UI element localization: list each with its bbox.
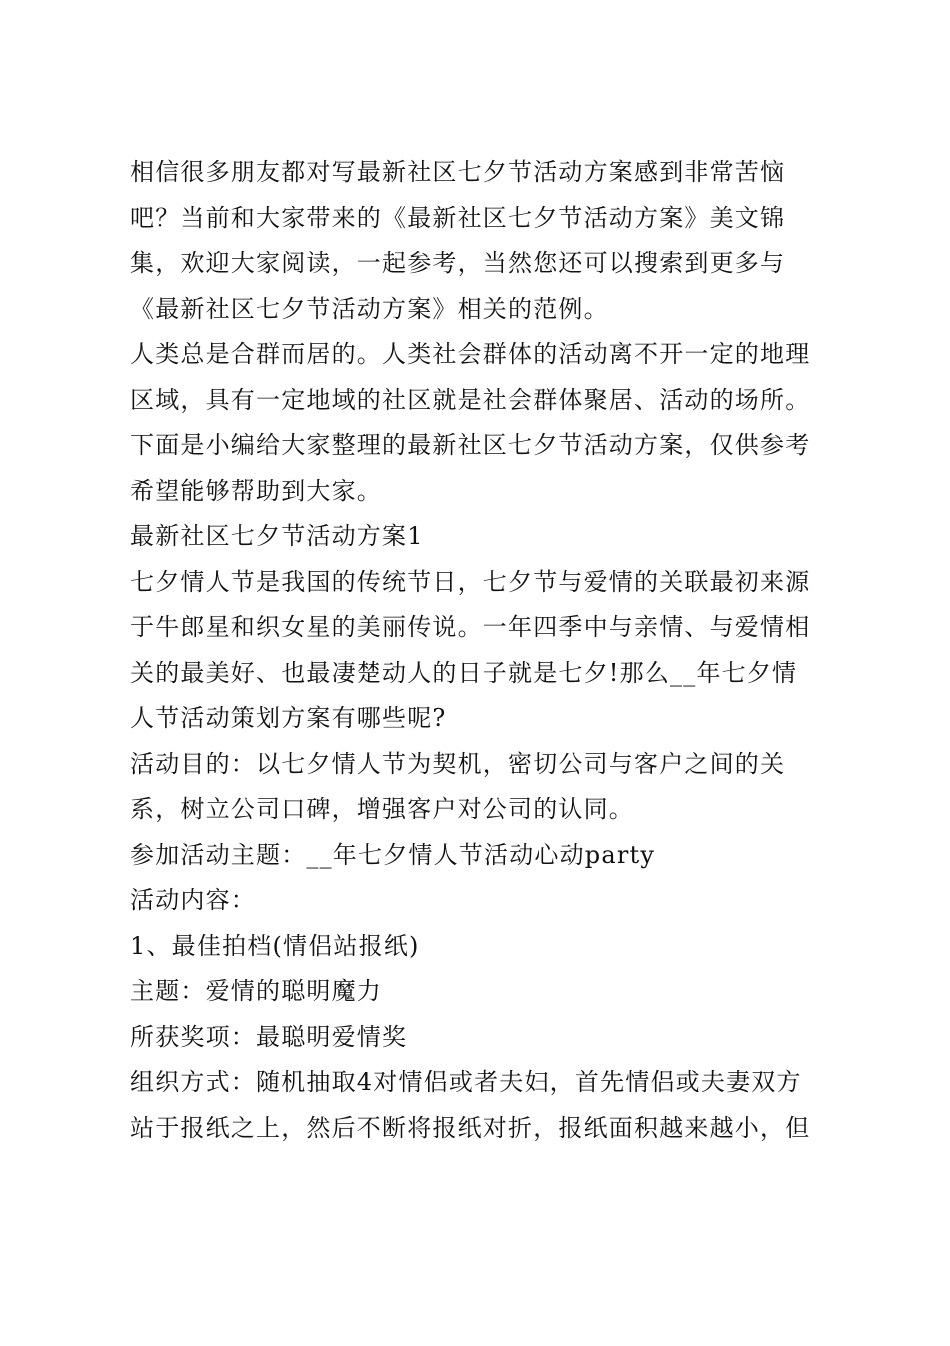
text-line: 相信很多朋友都对写最新社区七夕节活动方案感到非常苦恼 [130,158,786,186]
text-line: 人节活动策划方案有哪些呢? [130,704,447,732]
text-line: 关的最美好、也最凄楚动人的日子就是七夕!那么__年七夕情 [130,658,798,687]
text-line: 1、最佳拍档(情侣站报纸) [130,931,420,960]
text-line: 于牛郎星和织女星的美丽传说。一年四季中与亲情、与爱情相 [130,613,811,641]
text-line: 下面是小编给大家整理的最新社区七夕节活动方案，仅供参考 [130,431,811,459]
text-line: 组织方式：随机抽取4对情侣或者夫妇，首先情侣或夫妻双方 [130,1068,802,1096]
text-line: 集，欢迎大家阅读，一起参考，当然您还可以搜索到更多与 [130,249,786,277]
text-line: 区域，具有一定地域的社区就是社会群体聚居、活动的场所。 [130,385,811,414]
text-line: 主题：爱情的聪明魔力 [130,977,382,1005]
text-line: 系，树立公司口碑，增强客户对公司的认同。 [130,795,634,823]
text-line: 所获奖项：最聪明爱情奖 [130,1022,408,1051]
text-line: 站于报纸之上，然后不断将报纸对折，报纸面积越来越小，但 [130,1113,811,1142]
section-heading: 最新社区七夕节活动方案1 [130,522,424,550]
text-line: 活动目的：以七夕情人节为契机，密切公司与客户之间的关 [130,749,786,778]
text-line: 《最新社区七夕节活动方案》相关的范例。 [130,294,609,323]
text-line: 七夕情人节是我国的传统节日，七夕节与爱情的关联最初来源 [130,567,811,596]
text-line: 吧？当前和大家带来的《最新社区七夕节活动方案》美文锦 [130,203,786,232]
text-line: 希望能够帮助到大家。 [130,476,382,505]
text-line: 参加活动主题：__年七夕情人节活动心动party [130,840,656,869]
text-line: 人类总是合群而居的。人类社会群体的活动离不开一定的地理 [130,340,811,368]
text-line: 活动内容： [130,886,256,914]
document-body [130,150,830,1151]
